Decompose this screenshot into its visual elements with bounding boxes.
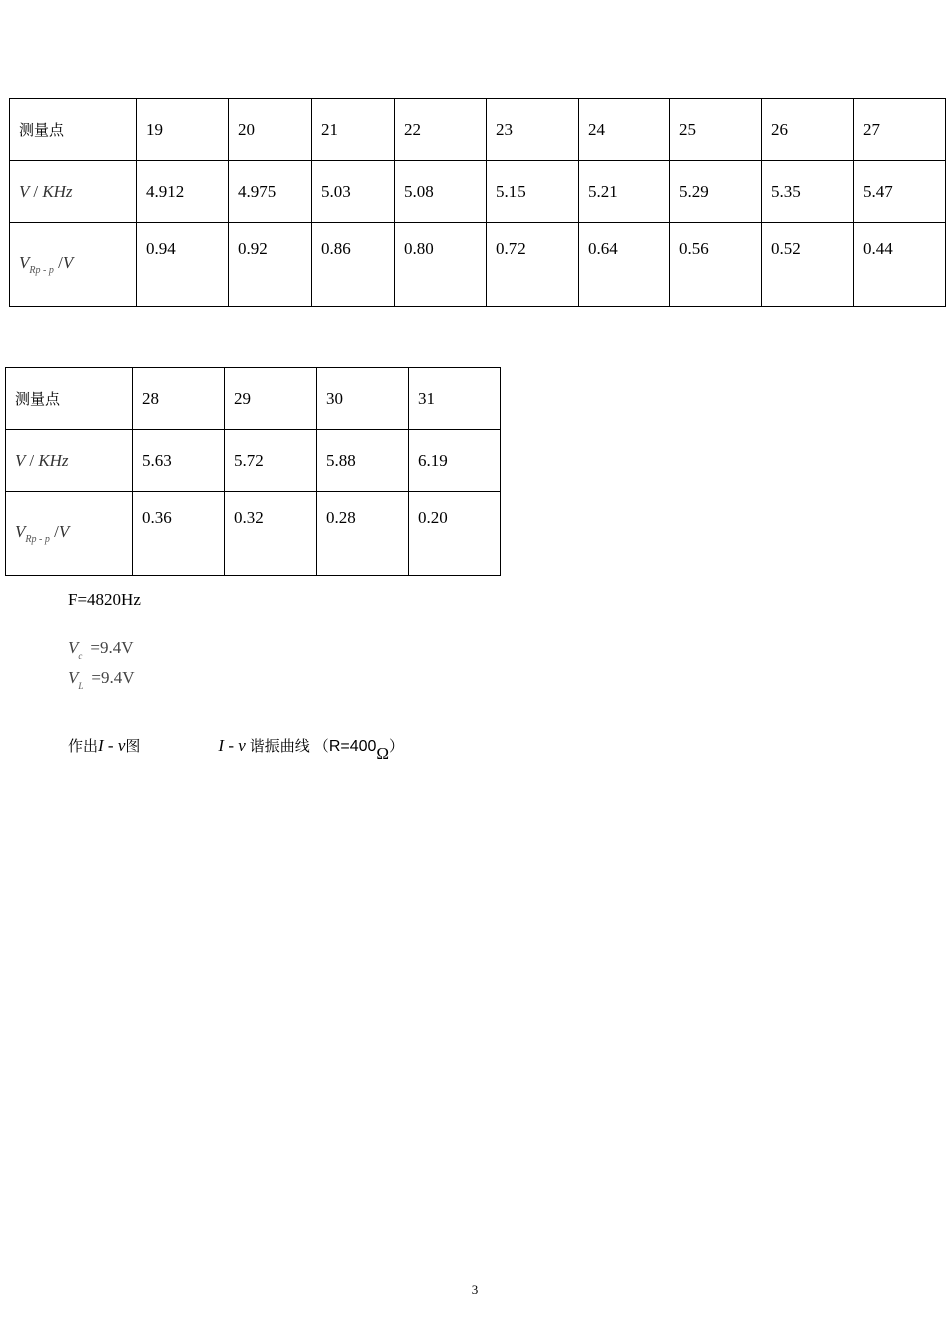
table-cell: 0.28 (317, 492, 409, 576)
table-cell: 0.36 (133, 492, 225, 576)
table-cell: 6.19 (409, 430, 501, 492)
row-label-point: 测量点 (10, 99, 137, 161)
table-cell: 19 (137, 99, 229, 161)
table-cell: 31 (409, 368, 501, 430)
omega-symbol: Ω (376, 744, 390, 763)
row-label-voltage: $V_{Rp - p}$ /V (6, 492, 133, 576)
table-cell: 20 (229, 99, 312, 161)
table-cell: 26 (762, 99, 854, 161)
table-cell: 0.80 (395, 223, 487, 307)
table-row-voltage (6, 492, 501, 576)
row-label-point: 测量点 (6, 368, 133, 430)
table-cell: 0.72 (487, 223, 579, 307)
row-label-frequency: V / KHz (10, 161, 137, 223)
table-cell: 5.63 (133, 430, 225, 492)
table-cell: 28 (133, 368, 225, 430)
table-row-voltage (10, 223, 946, 307)
table-cell: 22 (395, 99, 487, 161)
table-cell: 0.64 (579, 223, 670, 307)
table-cell: 5.35 (762, 161, 854, 223)
table-cell: 0.56 (670, 223, 762, 307)
measurement-table-2 (5, 367, 501, 576)
plot-instruction: 作出I - ν图 I - ν 谐振曲线 （R=400Ω） (68, 736, 405, 763)
table-cell: 0.86 (312, 223, 395, 307)
row-label-voltage: $V_{Rp - p}$ /V (10, 223, 137, 307)
table-cell: 0.94 (137, 223, 229, 307)
table-cell: 24 (579, 99, 670, 161)
table-cell: 5.47 (854, 161, 946, 223)
table-row-frequency (6, 430, 501, 492)
table-cell: 0.92 (229, 223, 312, 307)
table-cell: 5.29 (670, 161, 762, 223)
table-row-frequency (10, 161, 946, 223)
table-cell: 29 (225, 368, 317, 430)
page-number: 3 (471, 1282, 479, 1297)
table-cell: 5.88 (317, 430, 409, 492)
table-cell: 0.20 (409, 492, 501, 576)
table-cell: 4.975 (229, 161, 312, 223)
table-cell: 30 (317, 368, 409, 430)
table-cell: 23 (487, 99, 579, 161)
table-cell: 21 (312, 99, 395, 161)
table-cell: 0.32 (225, 492, 317, 576)
table-cell: 25 (670, 99, 762, 161)
table-cell: 5.21 (579, 161, 670, 223)
resonant-frequency: F=4820Hz (68, 590, 141, 609)
table-cell: 0.44 (854, 223, 946, 307)
table-row-points (10, 99, 946, 161)
table-cell: 5.08 (395, 161, 487, 223)
measurement-table-1 (9, 98, 946, 307)
row-label-frequency: V / KHz (6, 430, 133, 492)
capacitor-voltage: $V_c =9.4V$ (68, 638, 134, 661)
table-row-points (6, 368, 501, 430)
table-cell: 0.52 (762, 223, 854, 307)
table-cell: 27 (854, 99, 946, 161)
table-cell: 4.912 (137, 161, 229, 223)
inductor-voltage: $V_L =9.4V$ (68, 668, 135, 691)
table-cell: 5.03 (312, 161, 395, 223)
table-cell: 5.72 (225, 430, 317, 492)
table-cell: 5.15 (487, 161, 579, 223)
